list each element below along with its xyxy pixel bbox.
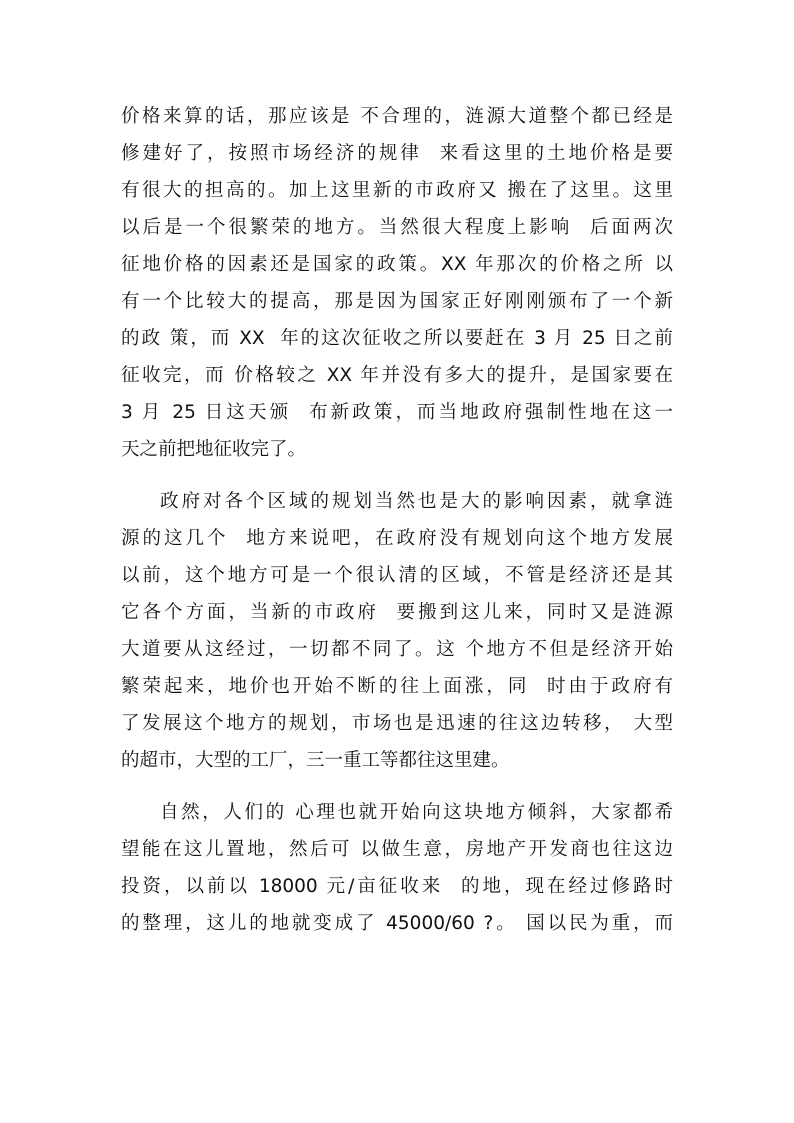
text-line-12: 源的这几个 地方来说吧，在政府没有规划向这个地方发展 xyxy=(121,528,673,549)
text-line-17: 了发展这个地方的规划，市场也是迅速的往这边转移， 大型 xyxy=(121,713,673,734)
text-line-13: 以前，这个地方可是一个很认清的区域，不管是经济还是其 xyxy=(121,565,673,586)
text-line-2: 修建好了，按照市场经济的规律 来看这里的土地价格是要 xyxy=(121,143,673,164)
text-line-7: 的政 策，而 XX 年的这次征收之所以要赶在 3 月 25 日之前 xyxy=(121,328,673,349)
text-line-20: 望能在这儿置地，然后可 以做生意，房地产开发商也往这边 xyxy=(121,839,673,860)
text-line-15: 大道要从这经过，一切都不同了。这 个地方不但是经济开始 xyxy=(121,639,673,660)
text-line-11: 政府对各个区域的规划当然也是大的影响因素，就拿涟 xyxy=(160,491,673,512)
text-line-21: 投资，以前以 18000 元/亩征收来 的地，现在经过修路时 xyxy=(121,876,673,897)
text-line-19: 自然，人们的 心理也就开始向这块地方倾斜，大家都希 xyxy=(160,802,673,823)
text-line-1: 价格来算的话，那应该是 不合理的，涟源大道整个都已经是 xyxy=(121,106,673,127)
text-line-10: 天之前把地征收完了。 xyxy=(121,439,307,460)
text-line-16: 繁荣起来，地价也开始不断的往上面涨，同 时由于政府有 xyxy=(121,676,673,697)
text-line-6: 有一个比较大的提高，那是因为国家正好刚刚颁布了一个新 xyxy=(121,291,673,312)
text-line-18: 的超市，大型的工厂，三一重工等都往这里建。 xyxy=(121,750,510,771)
text-line-3: 有很大的担高的。加上这里新的市政府又 搬在了这里。这里 xyxy=(121,180,673,201)
text-line-9: 3 月 25 日这天颁 布新政策，而当地政府强制性地在这一 xyxy=(121,402,673,423)
text-line-8: 征收完，而 价格较之 XX 年并没有多大的提升，是国家要在 xyxy=(121,365,673,386)
text-line-14: 它各个方面，当新的市政府 要搬到这儿来，同时又是涟源 xyxy=(121,602,673,623)
text-line-22: 的整理，这儿的地就变成了 45000/60 ?。 国以民为重，而 xyxy=(121,913,673,934)
text-line-4: 以后是一个很繁荣的地方。当然很大程度上影响 后面两次 xyxy=(121,217,673,238)
text-line-5: 征地价格的因素还是国家的政策。XX 年那次的价格之所 以 xyxy=(121,254,673,275)
